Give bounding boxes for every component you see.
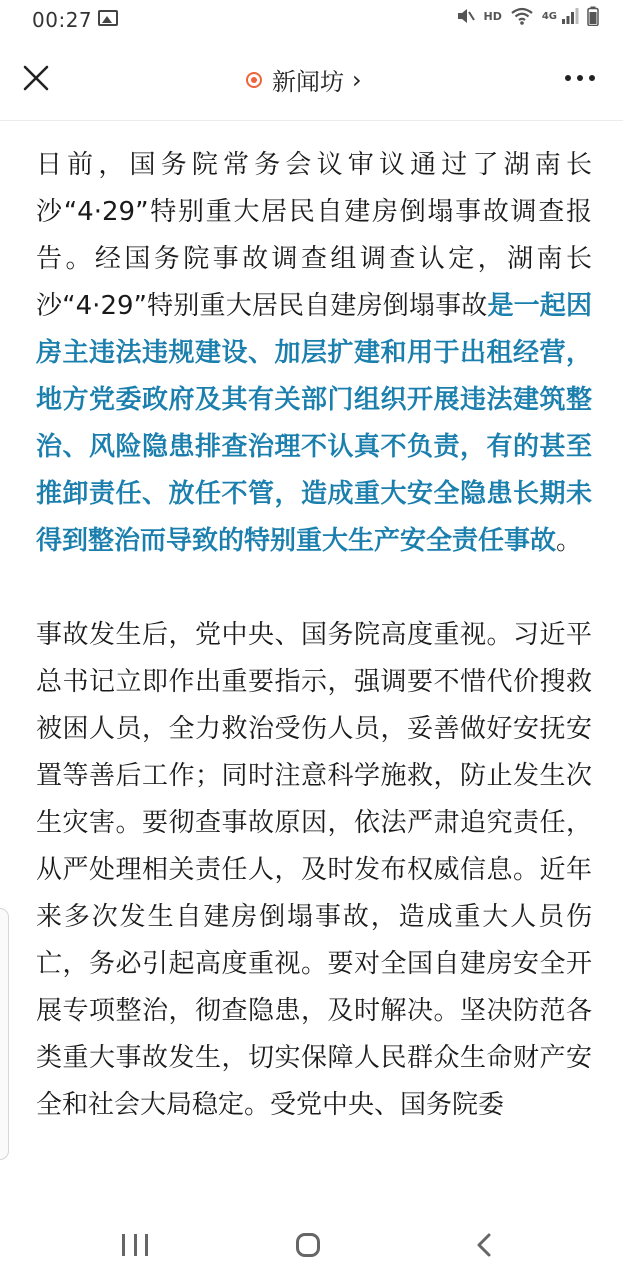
battery-icon: [587, 6, 599, 26]
status-time: 00:27: [32, 8, 93, 32]
article-paragraph: 事故发生后，党中央、国务院高度重视。习近平总书记立即作出重要指示，强调要不惜代价搜救被困人员，全力救治受伤人员，妥善做好安抚安置等善后工作；同时注意科学施救，防止发生次生灾害。要彻查事故原因，依法严肃追究责任，从严处理相关责任人，及时发布权威信息。近年来多次发生自建房倒塌事故，造成重大人员伤亡，务必引起高度重视。要对全国自建房安全开展专项整治，彻查隐患，及时解决。坚决防范各类重大事故发生，切实保障人民群众生命财产安全和社会大局稳定。受党中央、国务院委: [36, 620, 592, 1120]
article-body: [36, 142, 592, 1210]
recents-button[interactable]: [122, 1234, 148, 1256]
edge-panel-handle[interactable]: [0, 908, 9, 1160]
signal-icon: [561, 7, 579, 25]
mute-icon: [455, 6, 475, 26]
close-button[interactable]: [18, 60, 54, 96]
status-icons: [455, 6, 599, 26]
recents-icon: [122, 1234, 125, 1256]
live-dot-icon: [246, 72, 262, 88]
back-icon: [472, 1232, 498, 1258]
chevron-right-icon: ›: [352, 65, 362, 94]
home-button[interactable]: [296, 1233, 320, 1257]
more-dot: [577, 75, 583, 81]
system-nav-bar: [0, 1210, 623, 1280]
article-paragraph: [36, 142, 592, 565]
back-button[interactable]: [472, 1232, 498, 1258]
close-icon: [18, 60, 54, 96]
recents-icon: [134, 1234, 137, 1256]
recents-icon: [145, 1234, 148, 1256]
more-dot: [565, 75, 571, 81]
more-button[interactable]: [565, 68, 595, 88]
gallery-notification-icon: [98, 10, 118, 26]
hd-label: HD: [483, 9, 502, 23]
more-dot: [589, 75, 595, 81]
network-type-label: 4G: [541, 10, 557, 22]
account-title-link[interactable]: [246, 62, 362, 97]
app-header: [0, 40, 623, 121]
page-title: 新闻坊: [272, 68, 344, 96]
status-bar: [0, 0, 623, 38]
paragraph-text: 日前，国务院常务会议审议通过了湖南长沙“4·29”特别重大居民自建房倒塌事故调查报告。经国务院事故调查组调查认定，湖南长沙“4·29”特别重大居民自建房倒塌事故: [36, 150, 592, 321]
highlighted-text: 是一起因房主违法违规建设、加层扩建和用于出租经营，地方党委政府及其有关部门组织开展违法建筑整治、风险隐患排查治理不认真不负责，有的甚至推卸责任、放任不管，造成重大安全隐患长期未得到整治而导致的特别重大生产安全责任事故: [36, 291, 592, 556]
wifi-icon: [510, 6, 534, 26]
paragraph-end: 。: [556, 526, 583, 556]
